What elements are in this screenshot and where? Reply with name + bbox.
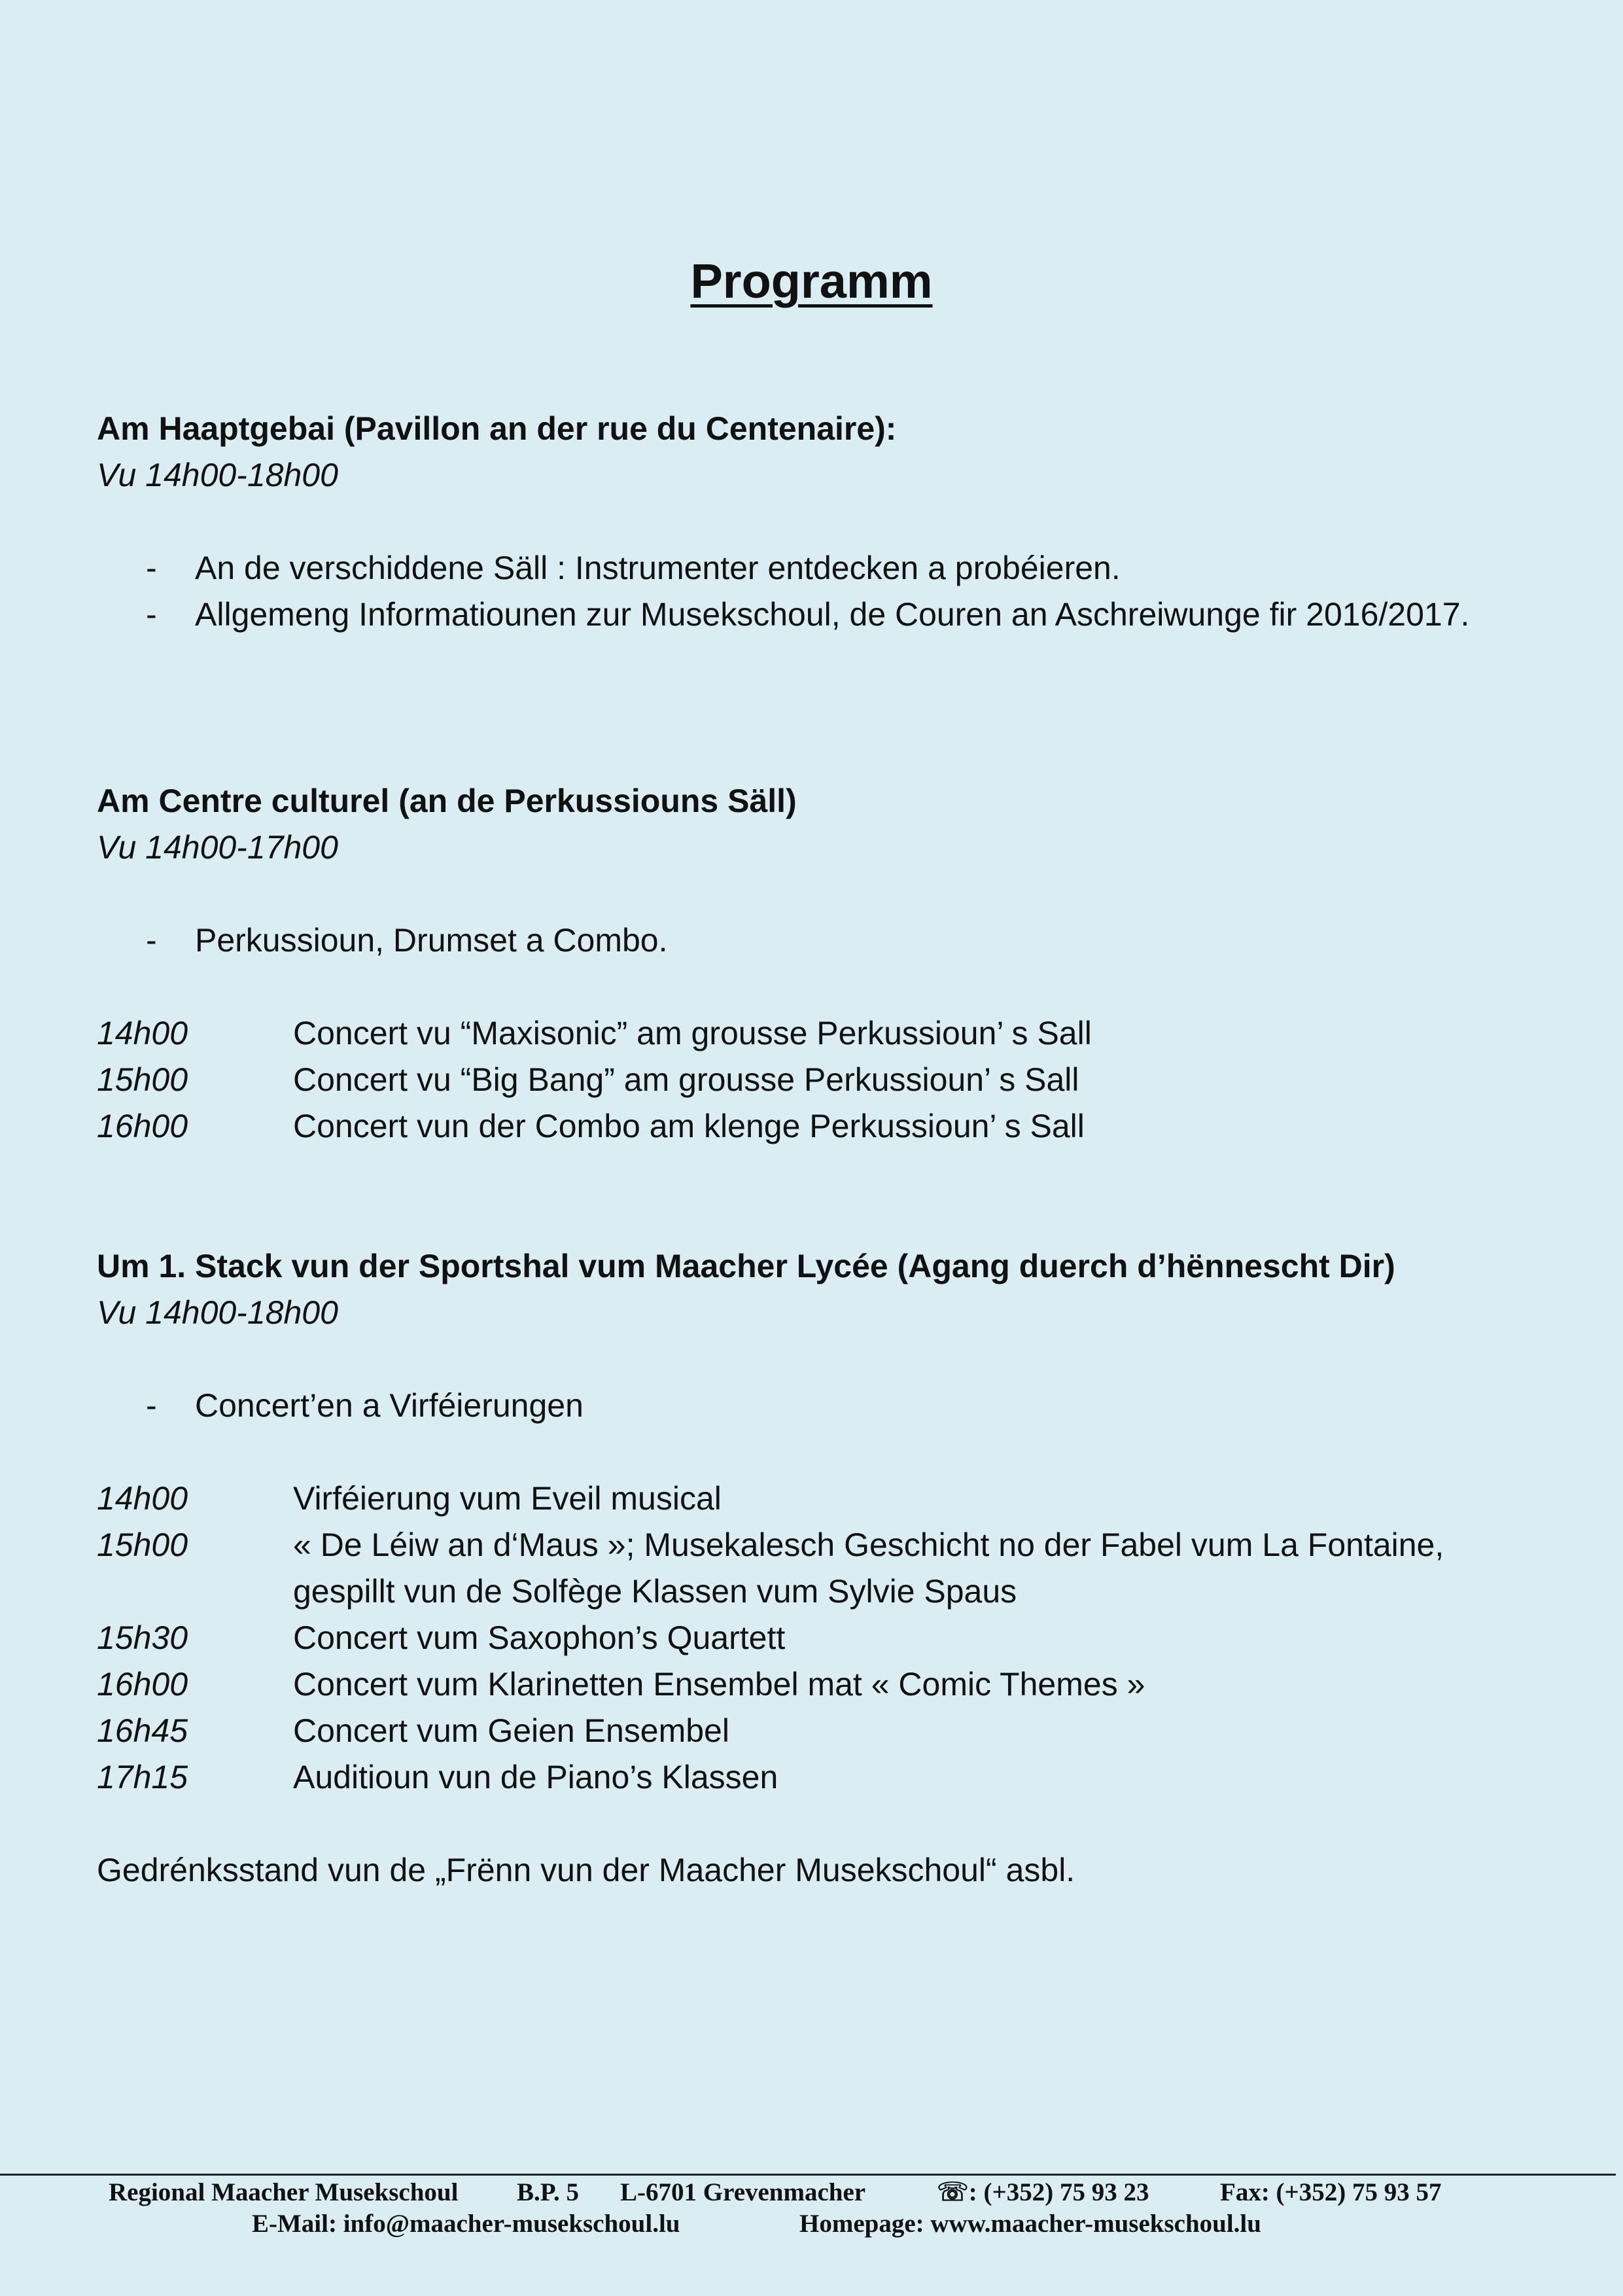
section-heading: Um 1. Stack vun der Sportshal vum Maacher Lycée (Agang duerch d’hënnescht Dir)	[97, 1248, 1395, 1284]
schedule-time: 16h00	[97, 1666, 188, 1703]
section-heading: Am Haaptgebai (Pavillon an der rue du Centenaire):	[97, 410, 897, 447]
section-time-range: Vu 14h00-17h00	[97, 829, 338, 866]
schedule-time: 14h00	[97, 1015, 188, 1051]
dash-bullet: -	[146, 1387, 157, 1424]
schedule-row	[97, 1103, 1536, 1150]
section-time-range: Vu 14h00-18h00	[97, 1294, 338, 1331]
footer-phone: ☏: (+352) 75 93 23	[937, 2178, 1149, 2206]
section-centre-culturel	[97, 778, 1536, 1150]
list-item	[97, 917, 1536, 964]
schedule-event: Auditioun vun de Piano’s Klassen	[293, 1759, 778, 1795]
list-item-text: Concert’en a Virféierungen	[195, 1387, 584, 1424]
section-haaptgebai	[97, 406, 1536, 638]
schedule-row	[97, 1475, 1536, 1522]
schedule-event: Virféierung vum Eveil musical	[293, 1480, 722, 1517]
schedule-time: 16h00	[97, 1108, 188, 1144]
schedule-row	[97, 1661, 1536, 1708]
schedule-row	[97, 1057, 1536, 1103]
schedule-time: 16h45	[97, 1712, 188, 1749]
schedule-row	[97, 1010, 1536, 1057]
bullet-list	[97, 545, 1536, 638]
list-item-text: An de verschiddene Säll : Instrumenter entdecken a probéieren.	[195, 550, 1121, 586]
footer-fax: Fax: (+352) 75 93 57	[1220, 2178, 1442, 2206]
list-item	[97, 592, 1471, 638]
dash-bullet: -	[146, 922, 157, 959]
schedule-event: Concert vu “Big Bang” am grousse Perkussioun’ s Sall	[293, 1061, 1079, 1098]
footer-divider	[0, 2174, 1616, 2176]
list-item	[97, 545, 1536, 592]
bullet-list	[97, 1383, 1536, 1429]
schedule-event: « De Léiw an d‘Maus »; Musekalesch Geschicht no der Fabel vum La Fontaine, gespillt vun de Solfège Klassen vum Sylvie Spaus	[293, 1527, 1444, 1610]
schedule	[97, 1010, 1536, 1150]
section-sportshal	[97, 1243, 1536, 1894]
dash-bullet: -	[146, 596, 157, 633]
schedule-time: 15h00	[97, 1061, 188, 1098]
footer-po-box: B.P. 5	[517, 2178, 580, 2206]
page-title: Programm	[690, 254, 933, 308]
schedule-event: Concert vun der Combo am klenge Perkussioun’ s Sall	[293, 1108, 1085, 1144]
list-item	[97, 1383, 1536, 1429]
section-heading: Am Centre culturel (an de Perkussiouns Säll)	[97, 783, 797, 819]
list-item-text: Allgemeng Informatiounen zur Musekschoul, de Couren an Aschreiwunge fir 2016/2017.	[195, 596, 1470, 633]
schedule-row	[97, 1615, 1536, 1661]
footer-email-link[interactable]: E-Mail: info@maacher-musekschoul.lu	[252, 2210, 680, 2238]
schedule-row	[97, 1522, 1536, 1615]
schedule-event: Concert vum Klarinetten Ensembel mat « Comic Themes »	[293, 1666, 1145, 1703]
schedule-time: 14h00	[97, 1480, 188, 1517]
list-item-text: Perkussioun, Drumset a Combo.	[195, 922, 668, 959]
schedule-event: Concert vum Saxophon’s Quartett	[293, 1619, 786, 1656]
schedule-time: 17h15	[97, 1759, 188, 1795]
bullet-list	[97, 917, 1536, 964]
footer-org-name: Regional Maacher Musekschoul	[109, 2178, 459, 2206]
schedule-time: 15h30	[97, 1619, 188, 1656]
schedule-event: Concert vum Geien Ensembel	[293, 1712, 729, 1749]
schedule-row	[97, 1708, 1536, 1754]
schedule-row	[97, 1754, 1536, 1801]
schedule	[97, 1475, 1536, 1801]
drinks-stand-note: Gedrénksstand vun de „Frënn vun der Maacher Musekschoul“ asbl.	[97, 1852, 1075, 1888]
schedule-event: Concert vu “Maxisonic” am grousse Perkussioun’ s Sall	[293, 1015, 1092, 1051]
footer-homepage-link[interactable]: Homepage: www.maacher-musekschoul.lu	[799, 2210, 1261, 2238]
schedule-time: 15h00	[97, 1527, 188, 1563]
footer-postal-address: L-6701 Grevenmacher	[620, 2178, 866, 2206]
dash-bullet: -	[146, 550, 157, 586]
section-time-range: Vu 14h00-18h00	[97, 457, 338, 493]
